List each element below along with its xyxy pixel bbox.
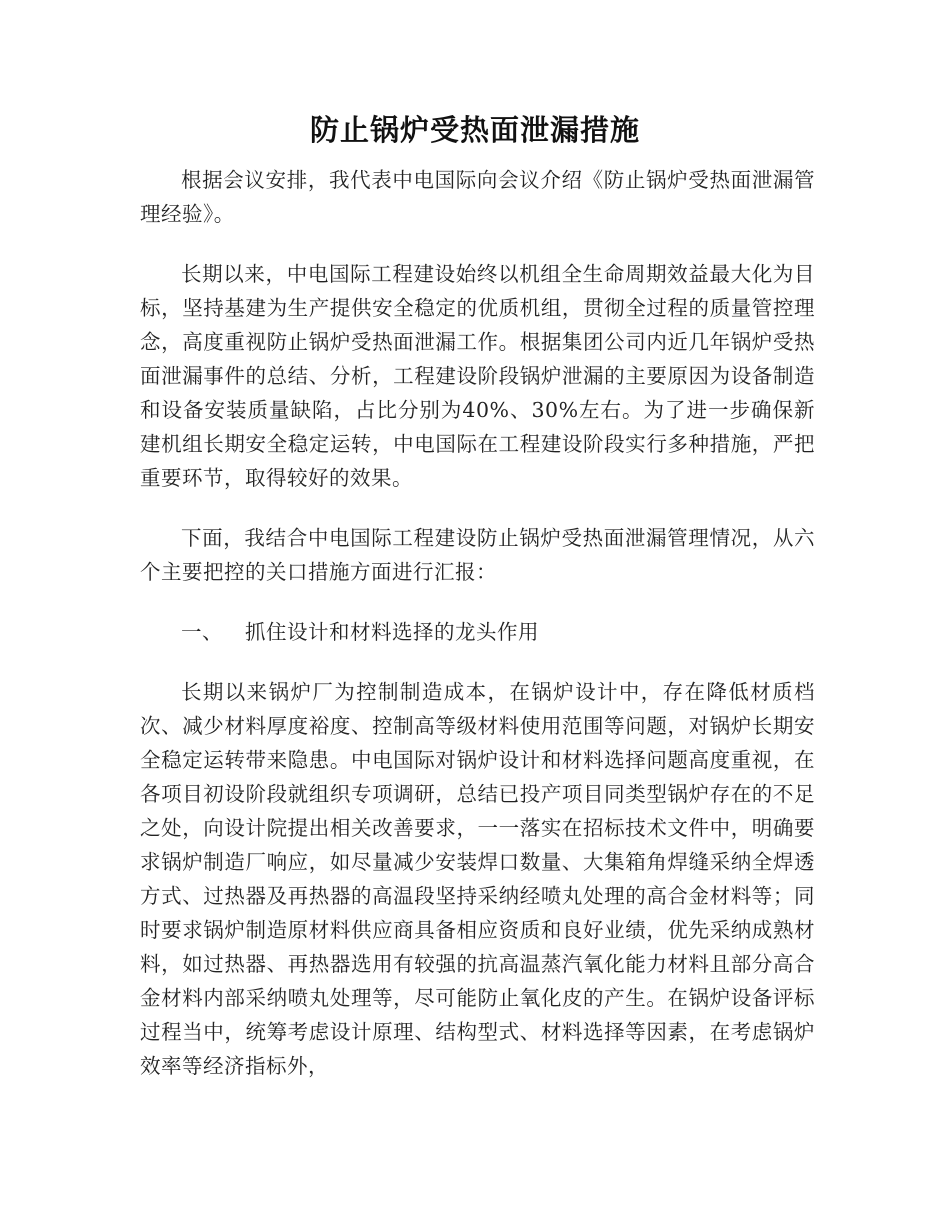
section-heading-text: 抓住设计和材料选择的龙头作用 [245, 620, 539, 644]
section-number: 一、 [181, 620, 223, 644]
document-title: 防止锅炉受热面泄漏措施 [309, 113, 640, 147]
intro-paragraph: 根据会议安排，我代表中电国际向会议介绍《防止锅炉受热面泄漏管理经验》。 [140, 168, 815, 226]
section-heading [140, 615, 815, 649]
outline-paragraph: 下面，我结合中电国际工程建设防止锅炉受热面泄漏管理情况，从六个主要把控的关口措施方面进行汇报： [140, 526, 815, 584]
background-paragraph: 长期以来，中电国际工程建设始终以机组全生命周期效益最大化为目标，坚持基建为生产提供安全稳定的优质机组，贯彻全过程的质量管控理念，高度重视防止锅炉受热面泄漏工作。根据集团公司内近几年锅炉受热面泄漏事件的总结、分析，工程建设阶段锅炉泄漏的主要原因为设备制造和设备安装质量缺陷，占比分别为40%、30%左右。为了进一步确保新建机组长期安全稳定运转，中电国际在工程建设阶段实行多种措施，严把重要环节，取得较好的效果。 [140, 262, 815, 490]
section-paragraph: 长期以来锅炉厂为控制制造成本，在锅炉设计中，存在降低材质档次、减少材料厚度裕度、控制高等级材料使用范围等问题，对锅炉长期安全稳定运转带来隐患。中电国际对锅炉设计和材料选择问题高度重视，在各项目初设阶段就组织专项调研，总结已投产项目同类型锅炉存在的不足之处，向设计院提出相关改善要求，一一落实在招标技术文件中，明确要求锅炉制造厂响应，如尽量减少安装焊口数量、大集箱角焊缝采纳全焊透方式、过热器及再热器的高温段坚持采纳经喷丸处理的高合金材料等；同时要求锅炉制造原材料供应商具备相应资质和良好业绩，优先采纳成熟材料，如过热器、再热器选用有较强的抗高温蒸汽氧化能力材料且部分高合金材料内部采纳喷丸处理等，尽可能防止氧化皮的产生。在锅炉设备评标过程当中，统筹考虑设计原理、结构型式、材料选择等因素，在考虑锅炉效率等经济指标外， [140, 680, 815, 1078]
document-body [140, 163, 815, 1109]
